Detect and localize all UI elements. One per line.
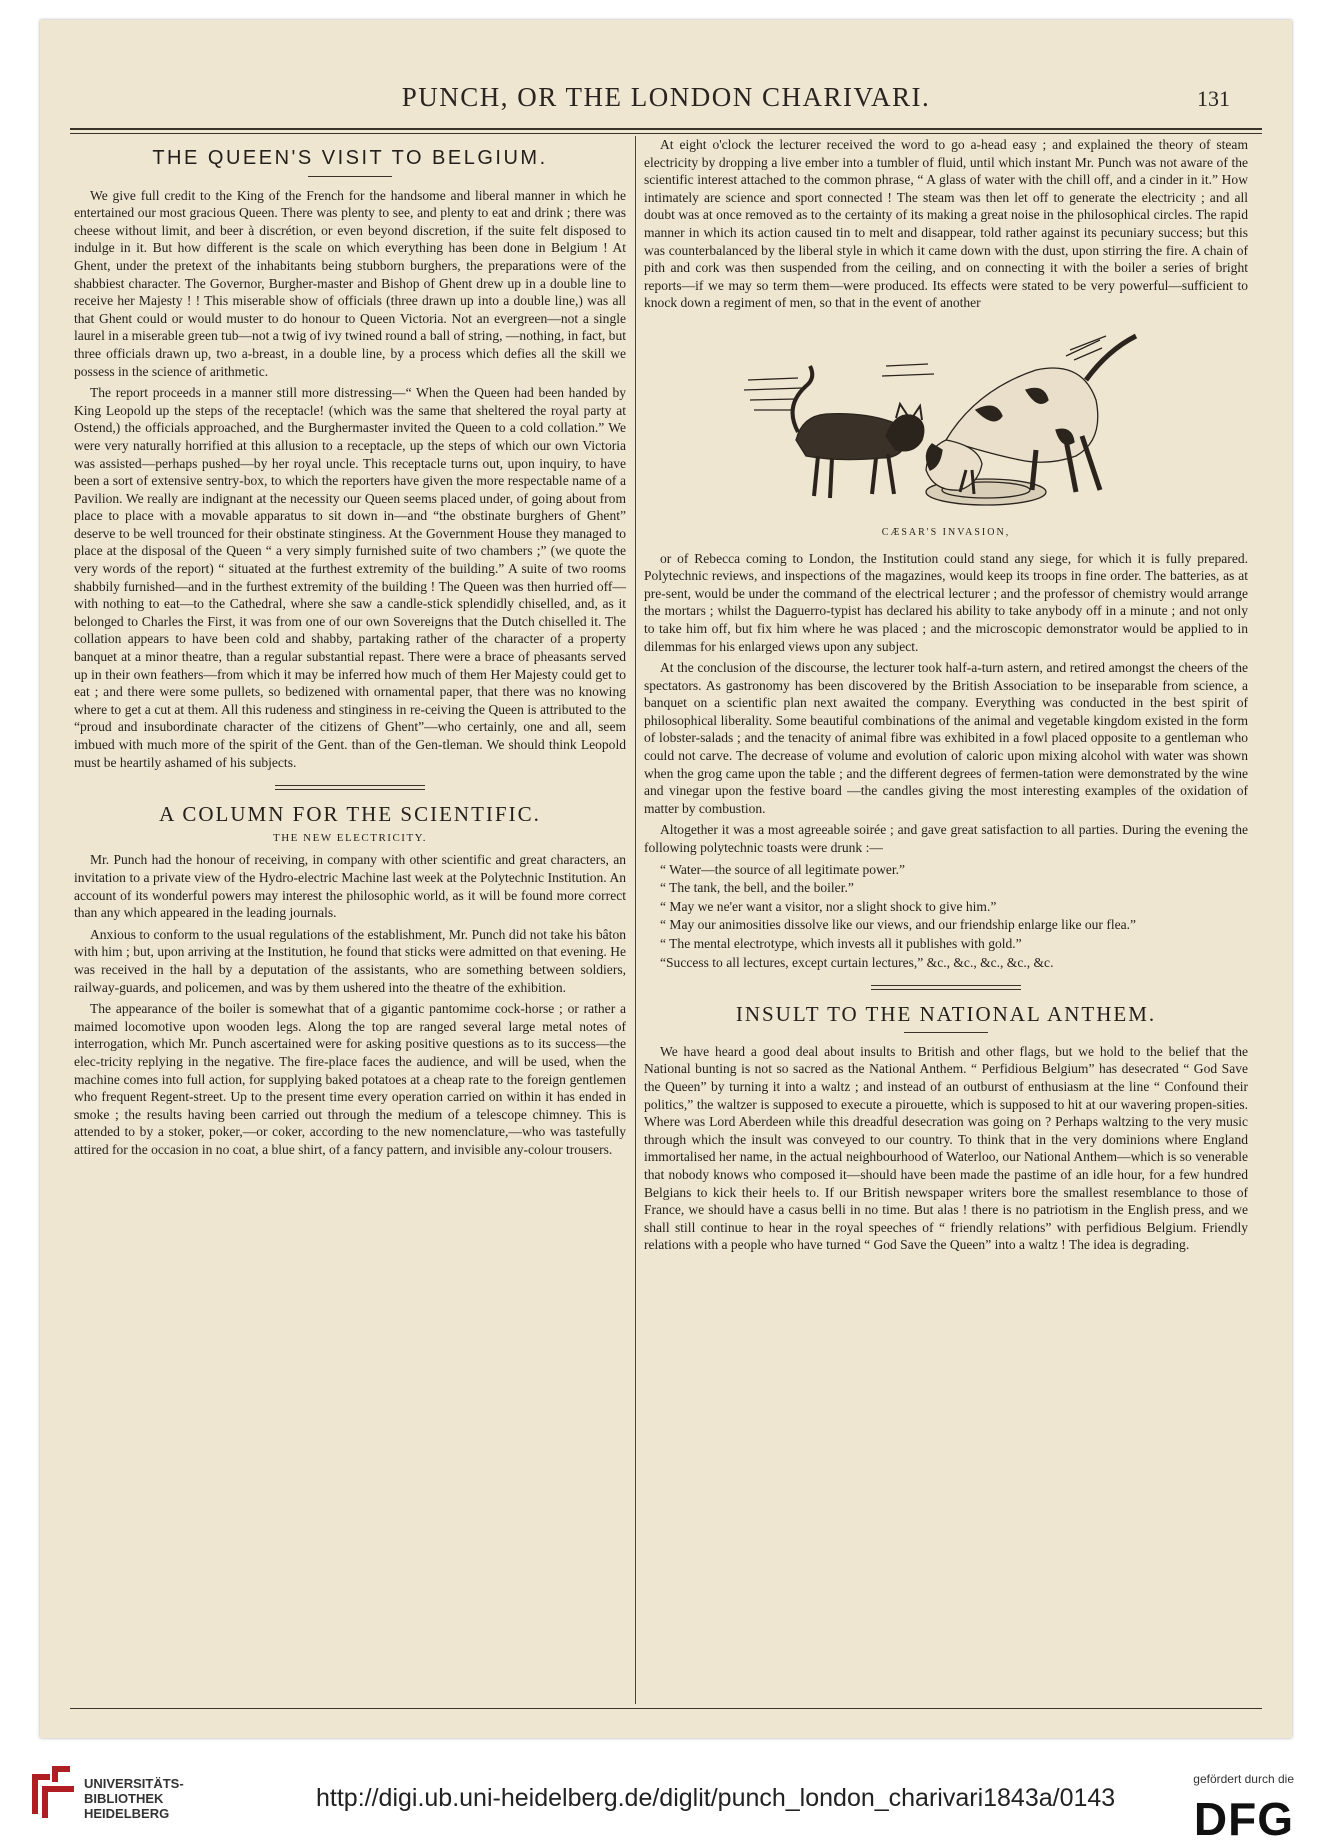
header-rule-thin (70, 133, 1262, 134)
title-rule (308, 176, 392, 177)
article-paragraph: The report proceeds in a manner still more distressing—“ When the Queen had been handed by King Leopold up the steps of the receptacle! (which was the same that sheltered the royal party at Ostend,) the officials approached, and the Burghermaster invited the Queen to a cold collation.” We were very naturally horrified at this allusion to a receptacle, up the steps of which our own Victoria was assisted—perhaps pushed—by her royal uncle. This receptacle turns out, upon inquiry, to have been a sort of extensive sentry-box, to which the reporters have given the more respectable name of a Pavilion. We really are indignant at the necessity our Queen seems placed under, of going about from place to place with a movable apparatus to sit down in—and “the obstinate burghers of Ghent” deserve to be well trounced for their obstinate stinginess. At the Government House they managed to place at the disposal of the Queen “ a very simply furnished suite of two chambers ;” (we quote the very words of the report) “ situated at the furthest extremity of the building.” A suite of two rooms shabbily furnished—and in the furthest extremity of the building ! The Queen was then hurried off—with nothing to eat—to the Cathedral, where she saw a candle-stick splendidly chiselled, and, as it belonged to Charles the First, it was from one of our own Sovereigns that the Dutch chiselled it. The collation appears to have been cold and shabby, partaking rather of the character of a property banquet at a minor theatre, than a regular substantial repast. There were a brace of pheasants served up in their own feathers—from which it may be inferred how much of them Her Majesty could get to eat ; and there were some pullets, so bedizened with ornamental paper, that there was no knowing where to get a cut at them. All this rudeness and stinginess in re-ceiving the Queen is attributed to the “proud and insubordinate character of the citizens of Ghent”—who certainly, one and all, seem imbued with much more of the spirit of the Gent. than of the Gen-tleman. We should think Leopold must be heartily ashamed of his subjects. (74, 385, 626, 770)
toast-item: “ Water—the source of all legitimate power.” (660, 861, 906, 877)
article-paragraph: Altogether it was a most agreeable soirée ; and gave great satisfaction to all parties. During the evening the following polytechnic toasts were drunk :— (644, 822, 1248, 856)
institution-line: UNIVERSITÄTS- (84, 1776, 184, 1791)
caesars-invasion-illustration (736, 320, 1156, 520)
toast-item: “ The mental electrotype, which invests all it publishes with gold.” (660, 936, 1022, 951)
institution-line: HEIDELBERG (84, 1806, 170, 1821)
section-divider (871, 985, 1021, 990)
article-paragraph: Mr. Punch had the honour of receiving, in company with other scientific and great characters, an invitation to a private view of the Hydro-electric Machine last week at the Polytechnic Institution. An account of its wonderful powers may interest the philosophic world, as it will be found more correct than any which appeared in the leading journals. (74, 852, 626, 921)
institution-name (84, 1776, 184, 1821)
page-number: 131 (1197, 86, 1230, 111)
title-rule (904, 1032, 988, 1033)
running-title: PUNCH, OR THE LONDON CHARIVARI. (401, 82, 931, 112)
article-paragraph: We have heard a good deal about insults to British and other flags, but we hold to the belief that the National bunting is not so sacred as the National Anthem. “ Perfidious Belgium” has desecrated “ God Save the Queen” by turning it into a waltz ; and instead of an outburst of enthusiasm at the line “ Confound their politics,” the waltzer is supposed to execute a pirouette, which is supposed to hit at our wavering propen-sities. Where was Lord Aberdeen while this dreadful desecration was going on ? Perhaps waltzing to the very music through which the insult was conveyed to our country. To think that in the very dominions where England immortalised her name, in the actual neighbourhood of Waterloo, our National Anthem—which is so venerable that nobody knows who composed it—should have been made the pastime of an idle hour, for a few hundred Belgians to kick their heels to. If our British newspaper writers bore the smallest resemblance to those of France, we should have a casus belli in no time. But alas ! there is no patriotism in the English press, and we shall still continue to hear in the royal speeches of “ friendly relations” with perfidious Belgium. Friendly relations with a people who have turned “ God Save the Queen” into a waltz ! The idea is degrading. (644, 1043, 1248, 1253)
dfg-logo: DFG (1193, 1793, 1294, 1845)
article-paragraph: At the conclusion of the discourse, the lecturer took half-a-turn astern, and retired amongst the cheers of the spectators. As gastronomy has been discovered by the British Association to be inseparable from science, a banquet on a scientific plan next awaited the company. Everything was conducted in the best spirit of philosophical liberality. Some beautiful combinations of the animal and vegetable kingdom existed in the form of lobster-salads ; and the tenacity of animal fibre was exhibited in a fowl placed opposite to a gentleman who could not carve. The decrease of volume and evolution of caloric upon mixing alcohol with water was shown when the grog came upon the table ; and the different degrees of fermen-tation were demonstrated by the wine and vinegar upon the festive board —the candles giving the most interesting examples of the oxidation of matter by combustion. (644, 660, 1248, 816)
scanned-page (40, 20, 1292, 1738)
toast-item: “ The tank, the bell, and the boiler.” (660, 880, 854, 896)
article-paragraph: We give full credit to the King of the French for the handsome and liberal manner in which he entertained our most gracious Queen. There was plenty to see, and plenty to eat and drink ; there was cheese without limit, and beer à discrétion, or even beyond discretion, if the suite felt disposed to indulge in it. But how different is the scale on which everything has been done in Belgium ! At Ghent, under the pretext of the inhabitants being stubborn burghers, the preparations were of the shabbiest character. The Governor, Burgher-master and Bishop of Ghent drew up in a double line to receive her Majesty ! ! This miserable show of officials (three drawn up into a double line,) was all that Ghent could or would muster to do honour to Queen Victoria. Not an evergreen—not a single laurel in a miserable green tub—not a twig of ivy twined round a ball of string, —nothing, in fact, but three officials drawn up, two a-breast, in a double line, by a process which defies all the skill we possess in the science of arithmetic. (74, 187, 626, 379)
illustration-caption: CÆSAR'S INVASION, (881, 526, 1011, 538)
left-column (74, 142, 626, 1162)
header-rule (70, 128, 1262, 130)
article-title-queens-visit: THE QUEEN'S VISIT TO BELGIUM. (152, 147, 548, 169)
cat-and-dog-engraving (736, 320, 1156, 520)
toast-item: “ May we ne'er want a visitor, nor a slight shock to give him.” (660, 898, 997, 914)
footer-rule (70, 1708, 1262, 1709)
permalink-url[interactable]: http://digi.ub.uni-heidelberg.de/diglit/punch_london_charivari1843a/0143 (316, 1784, 1116, 1812)
section-divider (275, 785, 425, 790)
article-subtitle: THE NEW ELECTRICITY. (273, 831, 427, 844)
article-paragraph: Anxious to conform to the usual regulations of the establishment, Mr. Punch did not take his bâton with him ; but, upon arriving at the Institution, he found that sticks were admitted on that evening. He was received in the hall by a deputation of the assistants, who are something between soldiers, railway-guards, and policemen, and was by them ushered into the theatre of the exhibition. (74, 926, 626, 995)
right-column (644, 136, 1248, 1258)
column-rule (635, 136, 636, 1704)
article-paragraph: or of Rebecca coming to London, the Institution could stand any siege, for which it is fully prepared. Polytechnic reviews, and inspections of the magazines, would keep its troops in fine order. The batteries, as at pre-sent, would be under the command of the electrical lecturer ; and the professor of chemistry would arrange the mortars ; whilst the Daguerro-typist has declared his ability to take anybody off in a minute ; and not only to take him off, but fix him where he was placed ; and the microscopic demonstrator would be applied to in dilemmas for his enlarged views upon any subject. (644, 550, 1248, 654)
page-header (40, 82, 1292, 126)
funded-by-label: gefördert durch die (1193, 1772, 1294, 1786)
toast-item: “ May our animosities dissolve like our views, and our friendship enlarge like our flea.” (660, 917, 1137, 933)
article-paragraph: The appearance of the boiler is somewhat that of a gigantic pantomime cock-horse ; or rather a maimed locomotive upon wooden legs. Along the top are ranged several large metal notes of interrogation, which Mr. Punch ascertained were for asking positive questions as to its success—the elec-tricity replying in the negative. The fire-place faces the audience, and will be used, when the machine comes into full action, for supplying baked potatoes at a cheap rate to the foreign gentlemen who frequent Regent-street. Up to the present time every operation carried on within it has ended in smoke ; the results having been carried out through the medium of a telescope chimney. This is attended to by a stoker, poker,—or coker, according to the new nomenclature,—who was tastefully attired for the occasion in no coat, a blue shirt, of a fancy pattern, and invisible any-colour trousers. (74, 1001, 626, 1157)
article-title-scientific: A COLUMN FOR THE SCIENTIFIC. (159, 802, 541, 827)
library-logo-icon (30, 1764, 76, 1825)
toast-item: “Success to all lectures, except curtain lectures,” &c., &c., &c., &c., &c. (660, 954, 1054, 970)
toast-list (644, 861, 1248, 972)
viewer-footer (0, 1758, 1324, 1847)
article-title-anthem: INSULT TO THE NATIONAL ANTHEM. (735, 1002, 1157, 1027)
institution-line: BIBLIOTHEK (84, 1791, 164, 1806)
article-paragraph: At eight o'clock the lecturer received the word to go a-head easy ; and explained the theory of steam electricity by dropping a live ember into a tumbler of fluid, until which instant Mr. Punch was not aware of the scientific interest attached to the common phrase, “ A glass of water with the chill off, and a cinder in it.” How intimately are science and sport connected ! The steam was then let off to generate the electricity ; and all doubt was at once removed as to the certainty of its making a great noise in the philosophical circles. The rapid manner in which its action caused tin to melt and disappear, told rather against its pecuniary success; but this was counterbalanced by the liberal style in which it came down with the dust, upon stirring the fire. A chain of pith and cork was then suspended from the ceiling, and on connecting it with the boiler a series of bright reports—if we may so term them—were produced. Its effects were stated to be very powerful—sufficient to knock down a regiment of men, so that in the event of another (644, 137, 1248, 311)
